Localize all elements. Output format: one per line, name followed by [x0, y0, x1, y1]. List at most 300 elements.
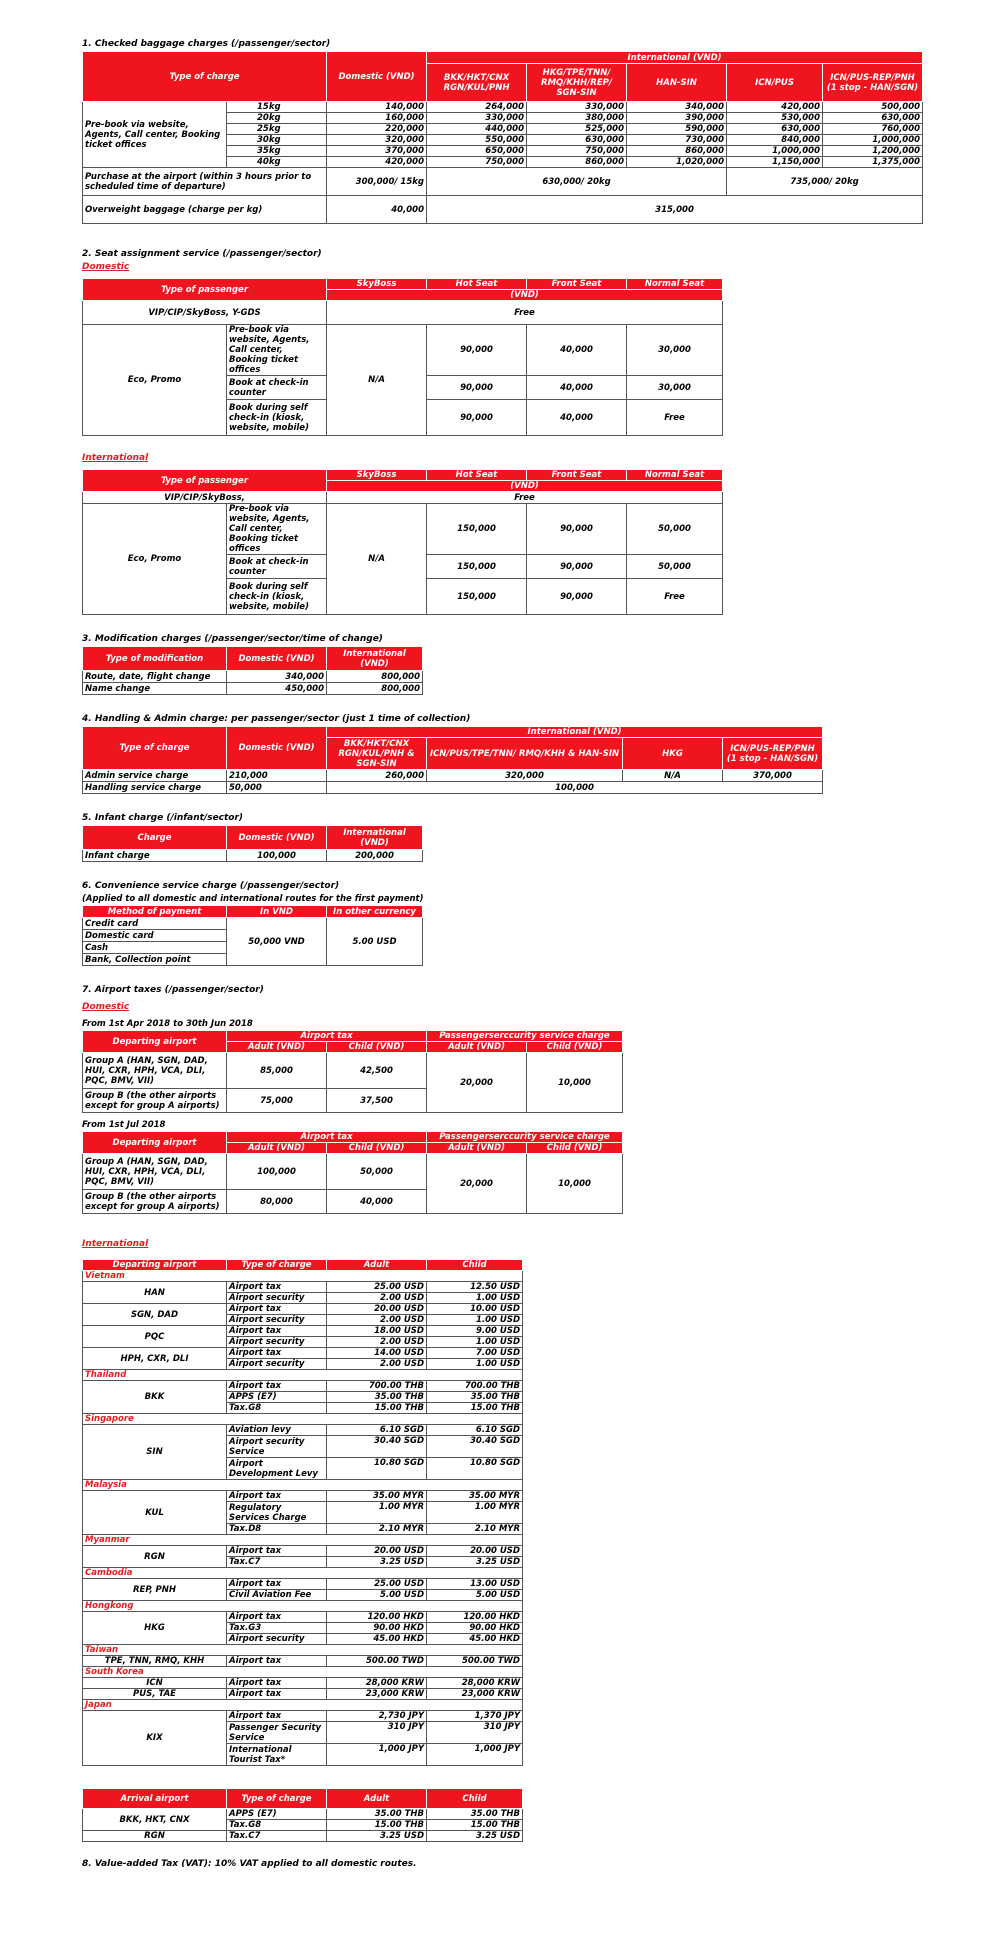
child-charge: 35.00 THB: [427, 1392, 523, 1403]
country-name: Cambodia: [83, 1568, 523, 1579]
price-cell: 330,000: [527, 102, 627, 113]
adult-charge: 90.00 HKD: [327, 1623, 427, 1634]
price-cell: 150,000: [427, 504, 527, 555]
price-cell: 1,375,000: [823, 157, 923, 168]
adult-charge: 1,000 JPY: [327, 1744, 427, 1766]
child-charge: 28,000 KRW: [427, 1678, 523, 1689]
col-security: Passengerserccurity service charge: [427, 1132, 623, 1143]
price-cell: 420,000: [727, 102, 823, 113]
col-adult: Adult (VND): [227, 1042, 327, 1053]
price-cell: 1,150,000: [727, 157, 823, 168]
airport-code: SGN, DAD: [83, 1304, 227, 1326]
charge-type: Airport tax: [227, 1678, 327, 1689]
charge-type: Regulatory Services Charge: [227, 1502, 327, 1524]
fee-vnd: 50,000 VND: [227, 918, 327, 966]
col-international: International (VND): [327, 826, 423, 850]
price-cell: 340,000: [627, 102, 727, 113]
price-cell: 90,000: [527, 555, 627, 579]
col-type: Type of charge: [227, 1789, 327, 1809]
adult-charge: 14.00 USD: [327, 1348, 427, 1359]
charge-type: Airport tax: [227, 1348, 327, 1359]
price-cell: 37,500: [327, 1089, 427, 1113]
price-cell: 50,000: [627, 555, 723, 579]
adult-charge: 28,000 KRW: [327, 1678, 427, 1689]
airport-code: PQC: [83, 1326, 227, 1348]
price-cell: 100,000: [227, 1154, 327, 1190]
group-a: Group A (HAN, SGN, DAD, HUI, CXR, HPH, VCA, DLI, PQC, BMV, VII): [83, 1053, 227, 1089]
col-child: Child (VND): [327, 1042, 427, 1053]
col-front-seat: Front Seat: [527, 279, 627, 290]
adult-charge: 2.10 MYR: [327, 1524, 427, 1535]
price-cell: 860,000: [527, 157, 627, 168]
col-type-of-charge: Type of charge: [83, 52, 327, 102]
charge-type: Airport security: [227, 1293, 327, 1304]
country-name: Taiwan: [83, 1645, 523, 1656]
group-b: Group B (the other airports except for group A airports): [83, 1190, 227, 1214]
price-cell: 1,000,000: [727, 146, 823, 157]
col-skyboss: SkyBoss: [327, 470, 427, 481]
country-row: [83, 1601, 523, 1612]
price-cell: 40,000: [527, 325, 627, 376]
vip-label: VIP/CIP/SkyBoss,: [83, 492, 327, 504]
adult-charge: 15.00 THB: [327, 1403, 427, 1414]
child-charge: 20.00 USD: [427, 1546, 523, 1557]
table-row: [83, 1689, 523, 1700]
table-row: [83, 1809, 523, 1820]
price-cell: 40,000: [327, 1190, 427, 1214]
infant-table: [82, 825, 423, 862]
airport-purchase-label: Purchase at the airport (within 3 hours prior to scheduled time of departure): [83, 168, 327, 196]
weight-tier: 35kg: [227, 146, 327, 157]
price-cell: 650,000: [427, 146, 527, 157]
intl-col: HKG/TPE/TNN/ RMQ/KHH/REP/ SGN-SIN: [527, 64, 627, 102]
charge-type: Tax.C7: [227, 1557, 327, 1568]
section-5-title: 5. Infant charge (/infant/sector): [82, 813, 244, 823]
col-security: Passengerserccurity service charge: [427, 1031, 623, 1042]
adult-charge: 35.00 THB: [327, 1392, 427, 1403]
adult-charge: 23,000 KRW: [327, 1689, 427, 1700]
charge-type: Airport tax: [227, 1381, 327, 1392]
price-cell: 42,500: [327, 1053, 427, 1089]
airport-code: KIX: [83, 1711, 227, 1766]
adult-charge: 2.00 USD: [327, 1337, 427, 1348]
col-airport-tax: Airport tax: [227, 1132, 427, 1143]
price-cell: 800,000: [327, 683, 423, 695]
price-cell: 50,000: [227, 782, 327, 794]
adult-charge: 3.25 USD: [327, 1831, 427, 1842]
col-departing: Departing airport: [83, 1132, 227, 1154]
intl-col: HKG: [623, 738, 723, 770]
price-cell: 390,000: [627, 113, 727, 124]
country-name: Hongkong: [83, 1601, 523, 1612]
col-departing: Departing airport: [83, 1031, 227, 1053]
airport-code: ICN: [83, 1678, 227, 1689]
col-passenger-type: Type of passenger: [83, 279, 327, 301]
adult-charge: 1.00 MYR: [327, 1502, 427, 1524]
airport-purchase-intl-2: 735,000/ 20kg: [727, 168, 923, 196]
price-cell: 730,000: [627, 135, 727, 146]
price-cell: 380,000: [527, 113, 627, 124]
country-row: [83, 1667, 523, 1678]
airport-code: HPH, CXR, DLI: [83, 1348, 227, 1370]
price-cell: 1,020,000: [627, 157, 727, 168]
col-in-vnd: In VND: [227, 906, 327, 918]
payment-method: Domestic card: [83, 930, 227, 942]
airport-purchase-intl-1: 630,000/ 20kg: [427, 168, 727, 196]
child-charge: 13.00 USD: [427, 1579, 523, 1590]
child-charge: 35.00 MYR: [427, 1491, 523, 1502]
price-cell: 30,000: [627, 376, 723, 400]
adult-charge: 700.00 THB: [327, 1381, 427, 1392]
overweight-label: Overweight baggage (charge per kg): [83, 196, 327, 224]
charge-type: Tax.G3: [227, 1623, 327, 1634]
adult-charge: 25.00 USD: [327, 1282, 427, 1293]
price-cell: 340,000: [227, 671, 327, 683]
table-row: [83, 1656, 523, 1667]
airport-code: HAN: [83, 1282, 227, 1304]
channel-prebook: Pre-book via website, Agents, Call center, Booking ticket offices: [227, 504, 327, 555]
price-cell: 85,000: [227, 1053, 327, 1089]
table-row: [83, 1831, 523, 1842]
country-row: [83, 1645, 523, 1656]
charge-type: Tax.C7: [227, 1831, 327, 1842]
fee-document: [82, 38, 922, 1871]
airport-code: PUS, TAE: [83, 1689, 227, 1700]
adult-charge: 500.00 TWD: [327, 1656, 427, 1667]
payment-method: Cash: [83, 942, 227, 954]
period-2: From 1st Jul 2018: [82, 1120, 166, 1130]
charge-type: Airport tax: [227, 1326, 327, 1337]
charge-type: Airport security: [227, 1337, 327, 1348]
adult-charge: 25.00 USD: [327, 1579, 427, 1590]
price-cell: 140,000: [327, 102, 427, 113]
table-row: [83, 102, 923, 113]
country-name: South Korea: [83, 1667, 523, 1678]
price-cell: 80,000: [227, 1190, 327, 1214]
airport-code: RGN: [83, 1831, 227, 1842]
vip-label: VIP/CIP/SkyBoss, Y-GDS: [83, 301, 327, 325]
country-row: [83, 1700, 523, 1711]
child-charge: 12.50 USD: [427, 1282, 523, 1293]
price-cell: 90,000: [427, 325, 527, 376]
child-charge: 310 JPY: [427, 1722, 523, 1744]
col-domestic: Domestic (VND): [227, 727, 327, 770]
price-cell: 264,000: [427, 102, 527, 113]
price-cell: 20,000: [427, 1154, 527, 1214]
price-cell: 500,000: [823, 102, 923, 113]
child-charge: 30.40 SGD: [427, 1436, 523, 1458]
col-passenger-type: Type of passenger: [83, 470, 327, 492]
weight-tier: 40kg: [227, 157, 327, 168]
adult-charge: 35.00 MYR: [327, 1491, 427, 1502]
skyboss-na: N/A: [327, 504, 427, 615]
weight-tier: 25kg: [227, 124, 327, 135]
price-cell: 750,000: [427, 157, 527, 168]
adult-charge: 6.10 SGD: [327, 1425, 427, 1436]
child-charge: 120.00 HKD: [427, 1612, 523, 1623]
adult-charge: 120.00 HKD: [327, 1612, 427, 1623]
weight-tier: 15kg: [227, 102, 327, 113]
airport-code: RGN: [83, 1546, 227, 1568]
charge-type: Airport tax: [227, 1711, 327, 1722]
price-cell: Free: [627, 579, 723, 615]
charge-type: Aviation levy: [227, 1425, 327, 1436]
table-row: [83, 1546, 523, 1557]
child-charge: 10.00 USD: [427, 1304, 523, 1315]
payment-method: Bank, Collection point: [83, 954, 227, 966]
charge-type: Passenger Security Service: [227, 1722, 327, 1744]
price-cell: 200,000: [327, 850, 423, 862]
airport-code: KUL: [83, 1491, 227, 1535]
price-cell: 210,000: [227, 770, 327, 782]
adult-charge: 35.00 THB: [327, 1809, 427, 1820]
charge-type: Airport tax: [227, 1689, 327, 1700]
seat-domestic-heading: Domestic: [82, 262, 130, 272]
airport-code: HKG: [83, 1612, 227, 1645]
child-charge: 6.10 SGD: [427, 1425, 523, 1436]
modification-table: [82, 646, 423, 695]
col-normal-seat: Normal Seat: [627, 470, 723, 481]
price-cell: Free: [627, 400, 723, 436]
seat-international-table: [82, 469, 723, 615]
col-hot-seat: Hot Seat: [427, 470, 527, 481]
price-cell: 90,000: [527, 579, 627, 615]
adult-charge: 45.00 HKD: [327, 1634, 427, 1645]
col-method: Method of payment: [83, 906, 227, 918]
adult-charge: 310 JPY: [327, 1722, 427, 1744]
table-row: [83, 1304, 523, 1315]
airport-purchase-domestic: 300,000/ 15kg: [327, 168, 427, 196]
child-charge: 10.80 SGD: [427, 1458, 523, 1480]
country-name: Japan: [83, 1700, 523, 1711]
price-cell: 420,000: [327, 157, 427, 168]
price-cell: 860,000: [627, 146, 727, 157]
table-row: [83, 1612, 523, 1623]
country-name: Vietnam: [83, 1271, 523, 1282]
price-cell: 590,000: [627, 124, 727, 135]
section-2-title: 2. Seat assignment service (/passenger/sector): [82, 249, 322, 259]
row-label: Handling service charge: [83, 782, 227, 794]
intl-col: ICN/PUS-REP/PNH (1 stop - HAN/SGN): [723, 738, 823, 770]
col-child: Child (VND): [527, 1042, 623, 1053]
price-cell: 370,000: [327, 146, 427, 157]
col-other-currency: In other currency: [327, 906, 423, 918]
airport-code: BKK: [83, 1381, 227, 1414]
price-cell: 630,000: [727, 124, 823, 135]
country-name: Singapore: [83, 1414, 523, 1425]
channel-self-checkin: Book during self check-in (kiosk, website, mobile): [227, 579, 327, 615]
child-charge: 90.00 HKD: [427, 1623, 523, 1634]
child-charge: 1.00 MYR: [427, 1502, 523, 1524]
charge-type: Tax.G8: [227, 1403, 327, 1414]
adult-charge: 18.00 USD: [327, 1326, 427, 1337]
col-departing: Departing airport: [83, 1260, 227, 1271]
child-charge: 1,000 JPY: [427, 1744, 523, 1766]
price-cell: 40,000: [527, 400, 627, 436]
section-7-title: 7. Airport taxes (/passenger/sector): [82, 985, 264, 995]
col-international: International (VND): [327, 727, 823, 738]
charge-type: Airport tax: [227, 1491, 327, 1502]
country-name: Malaysia: [83, 1480, 523, 1491]
col-modification: Type of modification: [83, 647, 227, 671]
table-row: [83, 1425, 523, 1436]
vip-free: Free: [327, 492, 723, 504]
charge-type: Airport tax: [227, 1546, 327, 1557]
col-domestic: Domestic (VND): [227, 647, 327, 671]
col-adult: Adult (VND): [427, 1143, 527, 1154]
table-row: [83, 1381, 523, 1392]
channel-prebook: Pre-book via website, Agents, Call center, Booking ticket offices: [227, 325, 327, 376]
country-row: [83, 1414, 523, 1425]
charge-type: Airport security Service: [227, 1436, 327, 1458]
overweight-intl: 315,000: [427, 196, 923, 224]
charge-type: International Tourist Tax*: [227, 1744, 327, 1766]
charge-type: Airport tax: [227, 1612, 327, 1623]
table-row: [83, 1348, 523, 1359]
weight-tier: 20kg: [227, 113, 327, 124]
price-cell: 800,000: [327, 671, 423, 683]
overweight-domestic: 40,000: [327, 196, 427, 224]
price-cell: 550,000: [427, 135, 527, 146]
period-1: From 1st Apr 2018 to 30th Jun 2018: [82, 1019, 253, 1029]
payment-method: Credit card: [83, 918, 227, 930]
col-normal-seat: Normal Seat: [627, 279, 723, 290]
baggage-table: [82, 51, 923, 224]
price-cell: 370,000: [723, 770, 823, 782]
intl-col: ICN/PUS/TPE/TNN/ RMQ/KHH & HAN-SIN: [427, 738, 623, 770]
handling-table: [82, 726, 823, 794]
price-cell: 150,000: [427, 555, 527, 579]
adult-charge: 20.00 USD: [327, 1304, 427, 1315]
child-charge: 500.00 TWD: [427, 1656, 523, 1667]
vip-free: Free: [327, 301, 723, 325]
channel-counter: Book at check-in counter: [227, 555, 327, 579]
price-cell: 75,000: [227, 1089, 327, 1113]
child-charge: 7.00 USD: [427, 1348, 523, 1359]
charge-type: Airport tax: [227, 1656, 327, 1667]
airport-code: SIN: [83, 1425, 227, 1480]
section-6-note: (Applied to all domestic and international routes for the first payment): [82, 894, 424, 904]
adult-charge: 2.00 USD: [327, 1359, 427, 1370]
col-skyboss: SkyBoss: [327, 279, 427, 290]
adult-charge: 30.40 SGD: [327, 1436, 427, 1458]
child-charge: 2.10 MYR: [427, 1524, 523, 1535]
col-adult: Adult: [327, 1260, 427, 1271]
child-charge: 1.00 USD: [427, 1359, 523, 1370]
col-child: Child: [427, 1260, 523, 1271]
child-charge: 15.00 THB: [427, 1820, 523, 1831]
airport-tax-domestic-heading: Domestic: [82, 1002, 130, 1012]
charge-type: Airport security: [227, 1634, 327, 1645]
child-charge: 1.00 USD: [427, 1293, 523, 1304]
child-charge: 45.00 HKD: [427, 1634, 523, 1645]
col-child: Child (VND): [327, 1143, 427, 1154]
charge-type: Airport security: [227, 1359, 327, 1370]
child-charge: 1.00 USD: [427, 1337, 523, 1348]
charge-type: Airport tax: [227, 1304, 327, 1315]
charge-type: Airport security: [227, 1315, 327, 1326]
price-cell: 10,000: [527, 1154, 623, 1214]
col-international: International (VND): [327, 647, 423, 671]
channel-counter: Book at check-in counter: [227, 376, 327, 400]
table-row: [83, 1579, 523, 1590]
price-cell: 530,000: [727, 113, 823, 124]
domestic-tax-table-2: [82, 1131, 623, 1214]
charge-type: Tax.G8: [227, 1820, 327, 1831]
section-8-title: 8. Value-added Tax (VAT): 10% VAT applied to all domestic routes.: [82, 1859, 417, 1869]
col-domestic: Domestic (VND): [227, 826, 327, 850]
intl-col: ICN/PUS: [727, 64, 823, 102]
vnd-label: (VND): [327, 481, 723, 492]
charge-type: Tax.D8: [227, 1524, 327, 1535]
airport-code: BKK, HKT, CNX: [83, 1809, 227, 1831]
section-6-title: 6. Convenience service charge (/passenger/sector): [82, 881, 340, 891]
country-name: Myanmar: [83, 1535, 523, 1546]
adult-charge: 10.80 SGD: [327, 1458, 427, 1480]
col-type-of-charge: Type of charge: [83, 727, 227, 770]
child-charge: 9.00 USD: [427, 1326, 523, 1337]
intl-col: BKK/HKT/CNX RGN/KUL/PNH: [427, 64, 527, 102]
skyboss-na: N/A: [327, 325, 427, 436]
prebook-label: Pre-book via website, Agents, Call center, Booking ticket offices: [83, 102, 227, 168]
price-cell: 840,000: [727, 135, 823, 146]
charge-type: Airport Development Levy: [227, 1458, 327, 1480]
price-cell: 100,000: [327, 782, 823, 794]
price-cell: 330,000: [427, 113, 527, 124]
price-cell: 260,000: [327, 770, 427, 782]
col-domestic: Domestic (VND): [327, 52, 427, 102]
child-charge: 15.00 THB: [427, 1403, 523, 1414]
price-cell: 525,000: [527, 124, 627, 135]
domestic-tax-table-1: [82, 1030, 623, 1113]
group-b: Group B (the other airports except for group A airports): [83, 1089, 227, 1113]
col-front-seat: Front Seat: [527, 470, 627, 481]
adult-charge: 2.00 USD: [327, 1293, 427, 1304]
table-row: [83, 1678, 523, 1689]
row-label: Name change: [83, 683, 227, 695]
country-row: [83, 1271, 523, 1282]
adult-charge: 2.00 USD: [327, 1315, 427, 1326]
intl-col: HAN-SIN: [627, 64, 727, 102]
country-row: [83, 1370, 523, 1381]
price-cell: 440,000: [427, 124, 527, 135]
price-cell: 40,000: [527, 376, 627, 400]
price-cell: 320,000: [327, 135, 427, 146]
price-cell: 90,000: [427, 400, 527, 436]
intl-col: ICN/PUS-REP/PNH (1 stop - HAN/SGN): [823, 64, 923, 102]
adult-charge: 15.00 THB: [327, 1820, 427, 1831]
child-charge: 1.00 USD: [427, 1315, 523, 1326]
country-name: Thailand: [83, 1370, 523, 1381]
price-cell: 1,000,000: [823, 135, 923, 146]
table-row: [83, 1326, 523, 1337]
col-child: Child: [427, 1789, 523, 1809]
airport-code: TPE, TNN, RMQ, KHH: [83, 1656, 227, 1667]
col-hot-seat: Hot Seat: [427, 279, 527, 290]
col-type: Type of charge: [227, 1260, 327, 1271]
country-row: [83, 1568, 523, 1579]
charge-type: APPS (E7): [227, 1392, 327, 1403]
country-row: [83, 1480, 523, 1491]
price-cell: 20,000: [427, 1053, 527, 1113]
col-international: International (VND): [427, 52, 923, 64]
country-row: [83, 1535, 523, 1546]
col-adult: Adult (VND): [227, 1143, 327, 1154]
child-charge: 1,370 JPY: [427, 1711, 523, 1722]
eco-label: Eco, Promo: [83, 325, 227, 436]
price-cell: 1,200,000: [823, 146, 923, 157]
col-charge: Charge: [83, 826, 227, 850]
